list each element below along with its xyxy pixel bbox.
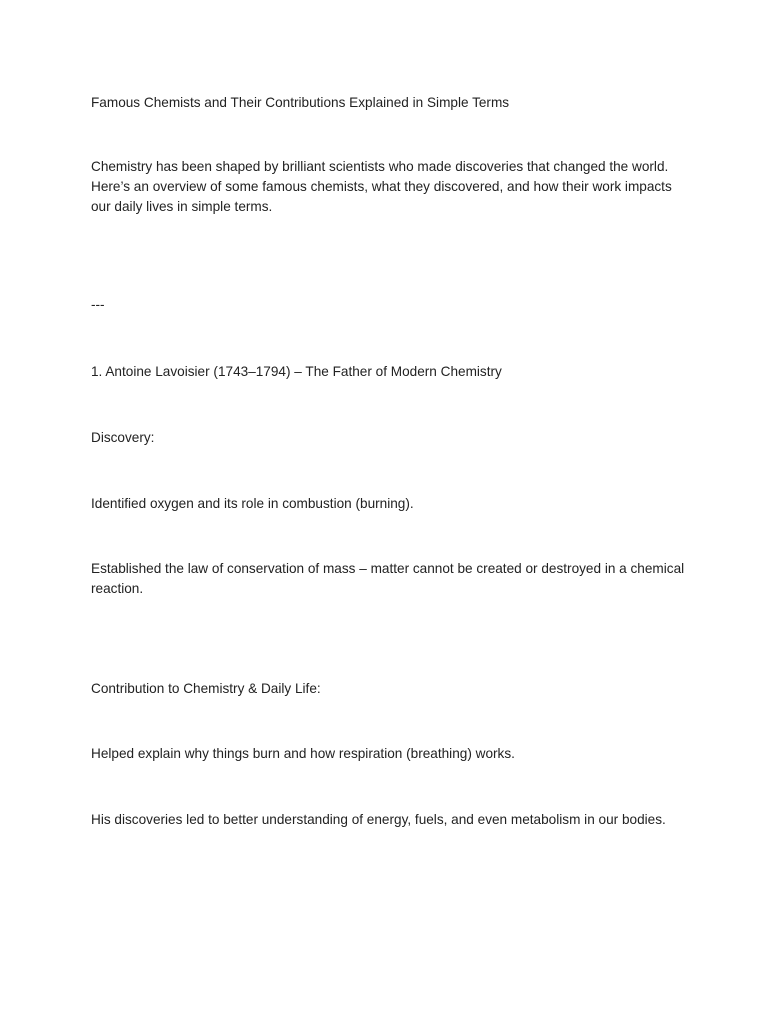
contribution-item: His discoveries led to better understanding of energy, fuels, and even metabolism in our bodies. [91, 812, 666, 827]
section-heading: 1. Antoine Lavoisier (1743–1794) – The Father of Modern Chemistry [91, 364, 502, 379]
document-title: Famous Chemists and Their Contributions Explained in Simple Terms [91, 95, 510, 110]
discovery-label: Discovery: [91, 430, 155, 445]
discovery-item: Established the law of conservation of mass – matter cannot be created or destroyed in a chemical reaction. [91, 561, 685, 596]
contribution-item: Helped explain why things burn and how respiration (breathing) works. [91, 746, 515, 761]
section-separator: --- [91, 297, 105, 312]
contribution-label: Contribution to Chemistry & Daily Life: [91, 681, 321, 696]
discovery-item: Identified oxygen and its role in combustion (burning). [91, 496, 414, 511]
intro-paragraph: Chemistry has been shaped by brilliant scientists who made discoveries that changed the world. Here’s an overview of some famous chemists, what they discovered, and how their work impacts our daily lives in simple terms. [91, 159, 672, 214]
